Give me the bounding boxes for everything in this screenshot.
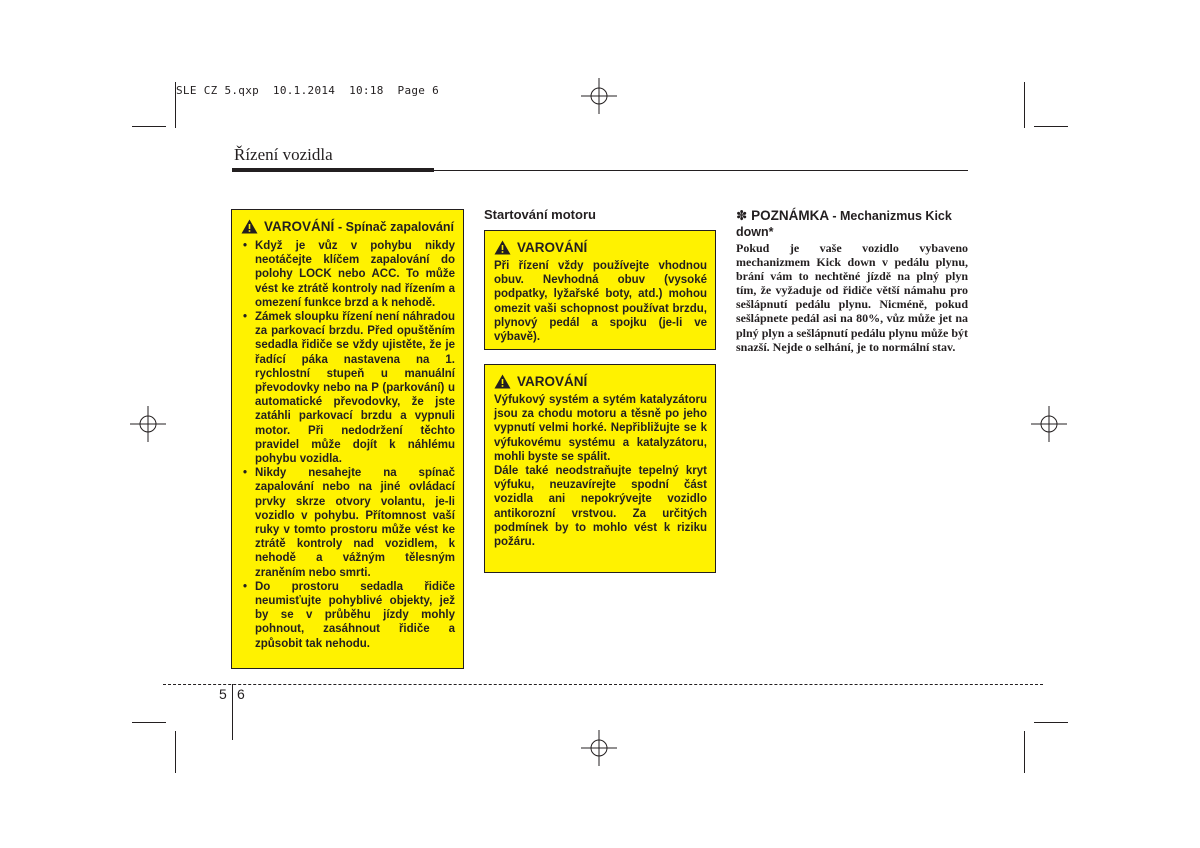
warning-header [241, 219, 455, 235]
print-slug: SLE CZ 5.qxp 10.1.2014 10:18 Page 6 [176, 84, 440, 97]
crop-mark [175, 731, 176, 773]
warning-box-ignition [231, 209, 464, 669]
registration-mark-icon [130, 406, 166, 442]
note-header [736, 208, 968, 240]
page-number: 6 [237, 686, 245, 702]
crop-mark [1024, 731, 1025, 773]
chapter-title: Řízení vozidla [234, 145, 333, 164]
warning-header [494, 240, 707, 255]
list-item: • Do prostoru sedadla řidiče neumisťujte pohyblivé objekty, jež by se v průběhu jízdy mohly pohnout, zasáhnout řidiče a způsobit tak nehodu. [241, 580, 455, 651]
crop-mark [132, 126, 166, 127]
warning-text: Při řízení vždy používejte vhodnou obuv. Nevhodná obuv (vysoké podpatky, lyžařské boty, atd.) mohou omezit vaši schopnost používat brzdu, plynový pedál a spojku (je-li ve výbavě). [494, 260, 707, 344]
section-heading: Startování motoru [484, 207, 596, 222]
warning-text: Výfukový systém a sytém katalyzátoru jsou za chodu motoru a těsně po jeho vypnutí velmi horké. Nepřibližujte se k výfukovému systému a katalyzátoru, mohli byste se spálit. [494, 394, 707, 463]
warning-label: VAROVÁNÍ [264, 219, 335, 234]
warning-label: VAROVÁNÍ [517, 240, 588, 255]
registration-mark-icon [1031, 406, 1067, 442]
footer-divider [163, 684, 1043, 685]
crop-mark [1024, 82, 1025, 128]
title-rule [232, 168, 434, 172]
list-item: • Zámek sloupku řízení není náhradou za parkovací brzdu. Před opuštěním sedadla řidiče se vždy ujistěte, že je řadící páka nastavena na 1. rychlostní stupeň u manuální převodovky nebo na P (parkování) u automatické převodovky, že jste zatáhli parkovací brzdu a vypnuli motor. Při nedodržení těchto pravidel může dojít k náhlému pohybu vozidla. [241, 310, 455, 466]
crop-mark [1034, 722, 1068, 723]
registration-mark-icon [581, 730, 617, 766]
chapter-number: 5 [219, 686, 227, 702]
title-rule [434, 170, 968, 171]
note-label: POZNÁMKA [751, 208, 829, 223]
list-item: • Nikdy nesahejte na spínač zapalování nebo na jiné ovládací prvky skrze otvory volantu, je-li vozidlo v pohybu. Přítomnost vaší ruky v tomto prostoru může vést ke ztrátě kontroly nad vozidlem, k nehodě a vážným tělesným zraněním nebo smrti. [241, 466, 455, 580]
note-symbol-icon: ✽ [736, 208, 748, 223]
warning-box-exhaust [484, 364, 716, 573]
crop-mark [1034, 126, 1068, 127]
warning-triangle-icon [494, 374, 511, 389]
warning-label: VAROVÁNÍ [517, 374, 588, 389]
warning-triangle-icon [494, 240, 511, 255]
warning-header [494, 374, 707, 389]
warning-box-footwear [484, 230, 716, 350]
note-body: Pokud je vaše vozidlo vybaveno mechanizmem Kick down v pedálu plynu, brání vám to nechtěné jízdě na plný plyn tím, že vyžaduje od řidiče větší námahu pro sešlápnutí pedálu plynu. Nicméně, pokud sešlápnete pedál asi na 80%, vůz může jet na plný plyn a sešlápnutí pedálu plynu může být snazší. Nejde o selhání, je to normální stav. [736, 241, 968, 354]
list-item: • Když je vůz v pohybu nikdy neotáčejte klíčem zapalování do polohy LOCK nebo ACC. To může vést ke ztrátě kontroly nad řízením a omezení funkce brzd a k nehodě. [241, 239, 455, 310]
crop-mark [132, 722, 166, 723]
note-subtitle: - Mechanizmus Kick down* [736, 209, 952, 239]
registration-mark-icon [581, 78, 617, 114]
crop-mark [175, 82, 176, 128]
warning-triangle-icon [241, 219, 258, 234]
page-number-separator [232, 684, 233, 740]
warning-subtitle: - Spínač zapalování [338, 220, 455, 234]
warning-title [264, 219, 455, 235]
warning-list [241, 239, 455, 651]
warning-text: Dále také neodstraňujte tepelný kryt výfuku, neuzavírejte spodní část vozidla ani nepokrývejte vozidlo antikorozní vrstvou. Za určitých podmínek by to mohlo vést k riziku požáru. [494, 465, 707, 549]
